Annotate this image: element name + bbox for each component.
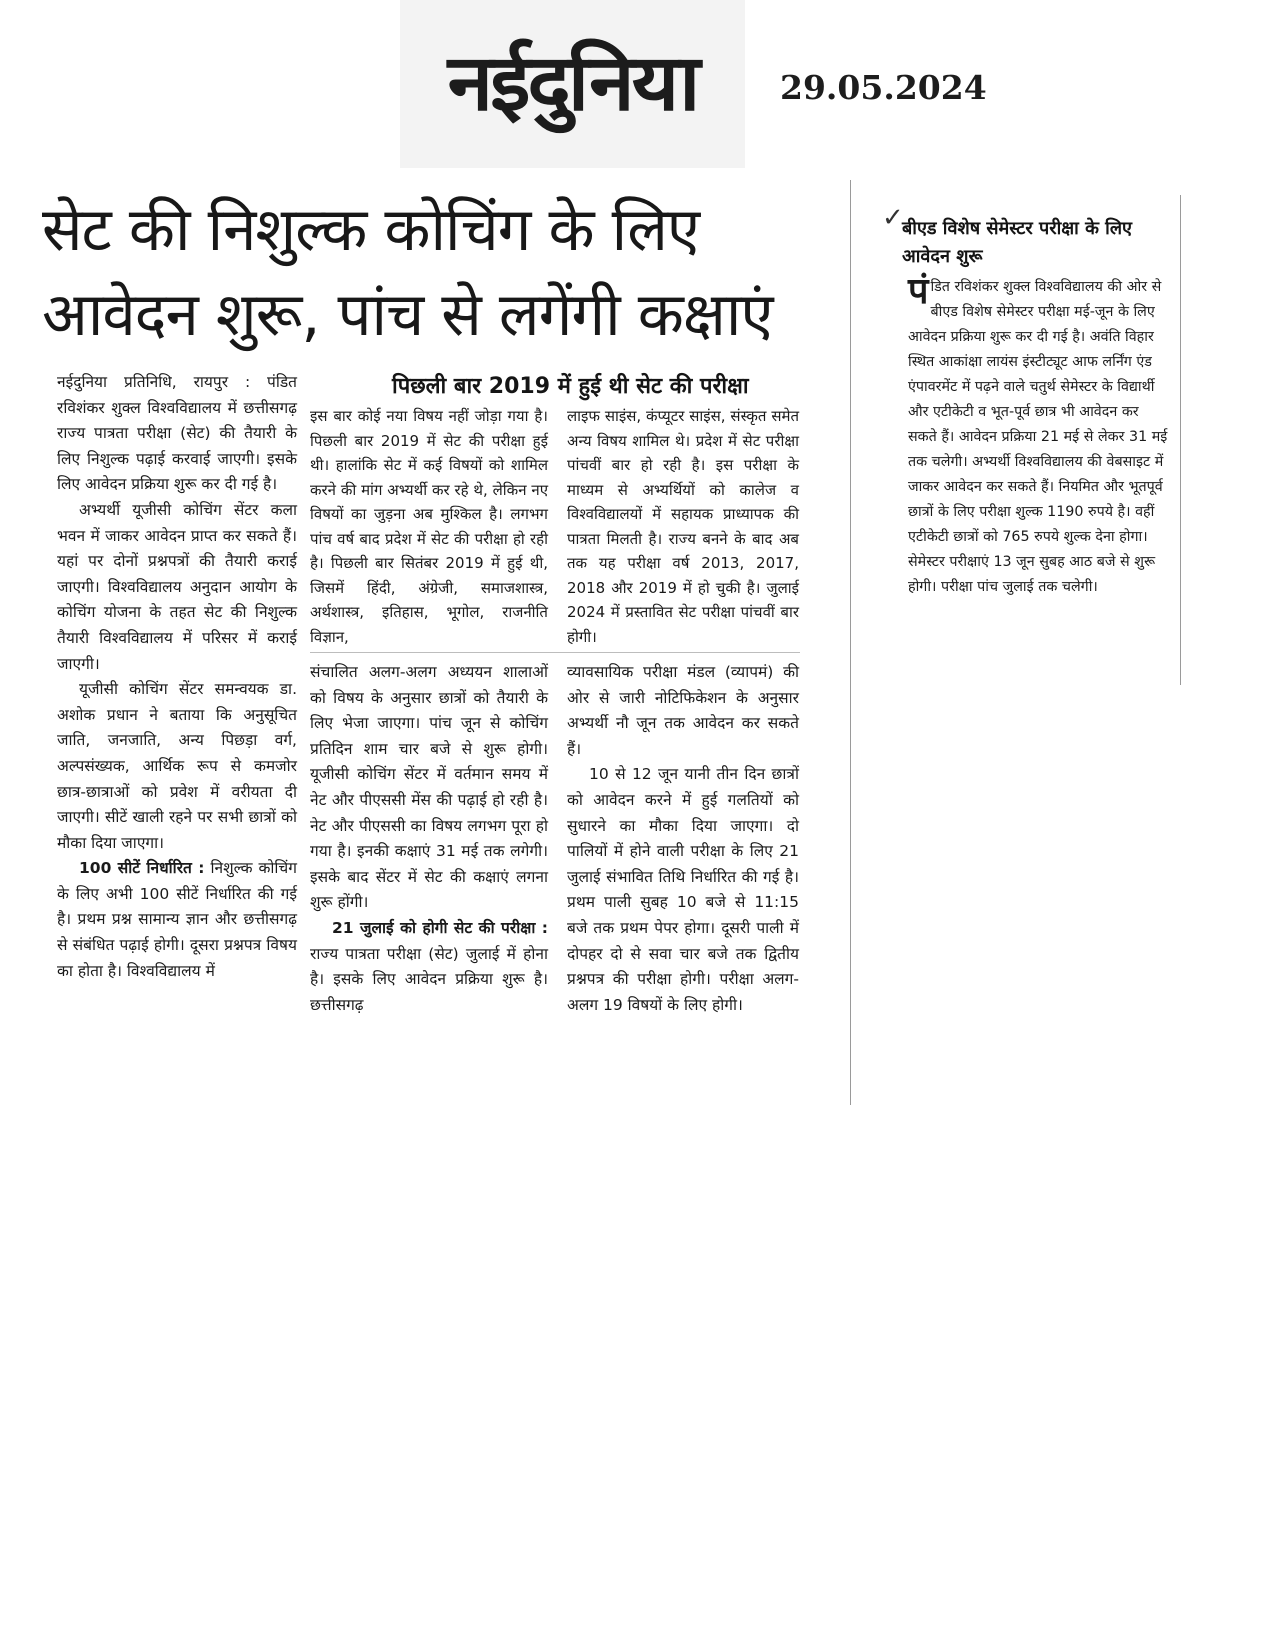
- publication-date: 29.05.2024: [780, 68, 987, 107]
- section-divider: [310, 652, 800, 653]
- checkmark-icon: ✓: [882, 203, 904, 233]
- column-2-bottom: [310, 660, 548, 1018]
- col1-para-4-text: निशुल्क कोचिंग के लिए अभी 100 सीटें निर्धारित की गई है। प्रथम प्रश्न सामान्य ज्ञान और छत्तीसगढ़ से संबंधित पढ़ाई होगी। दूसरा प्रश्नपत्र विषय का होता है। विश्वविद्यालय में: [57, 859, 297, 980]
- col3-bottom-para-1: व्यावसायिक परीक्षा मंडल (व्यापमं) की ओर से जारी नोटिफिकेशन के अनुसार अभ्यर्थी नौ जून तक आवेदन कर सकते हैं।: [567, 663, 799, 758]
- col1-para-2: अभ्यर्थी यूजीसी कोचिंग सेंटर कला भवन में जाकर आवेदन प्राप्त कर सकते हैं। यहां पर दोनों प्रश्नपत्रों की तैयारी कराई जाएगी। विश्वविद्यालय अनुदान आयोग के कोचिंग योजना के तहत सेट की निशुल्क तैयारी विश्वविद्यालय में परिसर में कराई जाएगी।: [57, 500, 297, 673]
- column-3-bottom: [567, 660, 799, 1018]
- side-article-text: डित रविशंकर शुक्ल विश्वविद्यालय की ओर से बीएड विशेष सेमेस्टर परीक्षा मई-जून के लिए आवेदन प्रक्रिया शुरू कर दी गई है। अवंति विहार स्थित आकांक्षा लायंस इंस्टीट्यूट आफ लर्निंग एंड एंपावरमेंट में पढ़ने वाले चतुर्थ सेमेस्टर के विद्यार्थी और एटीकेटी व भूत-पूर्व छात्र भी आवेदन कर सकते हैं। आवेदन प्रक्रिया 21 मई से लेकर 31 मई तक चलेगी। अभ्यर्थी विश्वविद्यालय की वेबसाइट में जाकर आवेदन कर सकते हैं। नियमित और भूतपूर्व छात्रों के लिए परीक्षा शुल्क 1190 रुपये है। वहीं एटीकेटी छात्रों को 765 रुपये शुल्क देना होगा। सेमेस्टर परीक्षाएं 13 जून सुबह आठ बजे से शुरू होगी। परीक्षा पांच जुलाई तक चलेगी।: [908, 279, 1168, 595]
- side-news-clipping: [882, 195, 1181, 685]
- col2-bottom-para-2-text: राज्य पात्रता परीक्षा (सेट) जुलाई में होना है। इसके लिए आवेदन प्रक्रिया शुरू है। छत्तीसगढ़: [310, 944, 548, 1014]
- col1-para-3: यूजीसी कोचिंग सेंटर समन्वयक डा. अशोक प्रधान ने बताया कि अनुसूचित जाति, जनजाति, अन्य पिछड़ा वर्ग, अल्पसंख्यक, आर्थिक रूप से कमजोर छात्र-छात्राओं को प्रवेश में वरीयता दी जाएगी। सीटें खाली रहने पर सभी छात्रों को मौका दिया जाएगा।: [57, 680, 297, 852]
- col1-subhead: 100 सीटें निर्धारित :: [79, 859, 205, 878]
- col1-para-4: [57, 856, 297, 984]
- newspaper-name: नईदुनिया: [447, 38, 698, 129]
- drop-cap: पं: [908, 271, 929, 312]
- side-headline: बीएड विशेष सेमेस्टर परीक्षा के लिए आवेदन शुरू: [902, 218, 1132, 267]
- article-subheading: पिछली बार 2019 में हुई थी सेट की परीक्षा: [392, 374, 749, 399]
- col2-bottom-para-2: [310, 916, 548, 1018]
- column-2-top: इस बार कोई नया विषय नहीं जोड़ा गया है। पिछली बार 2019 में सेट की परीक्षा हुई थी। हालांकि सेट में कई विषयों को शामिल करने की मांग अभ्यर्थी कर रहे थे, लेकिन नए विषयों का जुड़ना अब मुश्किल है। लगभग पांच वर्ष बाद प्रदेश में सेट की परीक्षा हो रही है। पिछली बार सितंबर 2019 में हुई थी, जिसमें हिंदी, अंग्रेजी, समाजशास्त्र, अर्थशास्त्र, इतिहास, भूगोल, राजनीति विज्ञान,: [310, 407, 548, 646]
- col2-subhead: 21 जुलाई को होगी सेट की परीक्षा :: [332, 918, 548, 937]
- newspaper-masthead: [400, 0, 745, 168]
- side-article-body: [908, 271, 1170, 600]
- main-article-clipping: [42, 180, 851, 1105]
- column-1: [57, 370, 297, 984]
- headline-line-1: सेट की निशुल्क कोचिंग के लिए: [42, 195, 700, 265]
- headline-line-2: आवेदन शुरू, पांच से लगेंगी कक्षाएं: [42, 280, 773, 350]
- col2-bottom-para-1: संचालित अलग-अलग अध्ययन शालाओं को विषय के अनुसार छात्रों को तैयारी के लिए भेजा जाएगा। पांच जून से कोचिंग प्रतिदिन शाम चार बजे से शुरू होगी। यूजीसी कोचिंग सेंटर में वर्तमान समय में नेट और पीएससी मेंस की पढ़ाई हो रही है। नेट और पीएससी का विषय लगभग पूरा हो गया है। इनकी कक्षाएं 31 मई तक लगेगी। इसके बाद सेंटर में सेट की कक्षाएं लगना शुरू होंगी।: [310, 663, 548, 912]
- col3-bottom-para-2: 10 से 12 जून यानी तीन दिन छात्रों को आवेदन करने में हुई गलतियों को सुधारने का मौका दिया जाएगा। दो पालियों में होने वाली परीक्षा के लिए 21 जुलाई संभावित तिथि निर्धारित की गई है। प्रथम पाली सुबह 10 बजे से 11:15 बजे तक प्रथम पेपर होगा। दूसरी पाली में दोपहर दो से सवा चार बजे तक द्वितीय प्रश्नपत्र की परीक्षा होगी। परीक्षा अलग-अलग 19 विषयों के लिए होगी।: [567, 765, 799, 1014]
- col1-para-1: नईदुनिया प्रतिनिधि, रायपुर : पंडित रविशंकर शुक्ल विश्वविद्यालय में छत्तीसगढ़ राज्य पात्रता परीक्षा (सेट) की तैयारी के लिए निशुल्क पढ़ाई करवाई जाएगी। इसके लिए आवेदन प्रक्रिया शुरू कर दी गई है।: [57, 373, 297, 494]
- column-3-top: लाइफ साइंस, कंप्यूटर साइंस, संस्कृत समेत अन्य विषय शामिल थे। प्रदेश में सेट परीक्षा पांचवीं बार हो रही है। इस परीक्षा के माध्यम से अभ्यर्थियों को कालेज व विश्वविद्यालयों में सहायक प्राध्यापक की पात्रता मिलती है। राज्य बनने के बाद अब तक यह परीक्षा वर्ष 2013, 2017, 2018 और 2019 में हो चुकी है। जुलाई 2024 में प्रस्तावित सेट परीक्षा पांचवीं बार होगी।: [567, 407, 799, 646]
- article-headline: [42, 188, 850, 358]
